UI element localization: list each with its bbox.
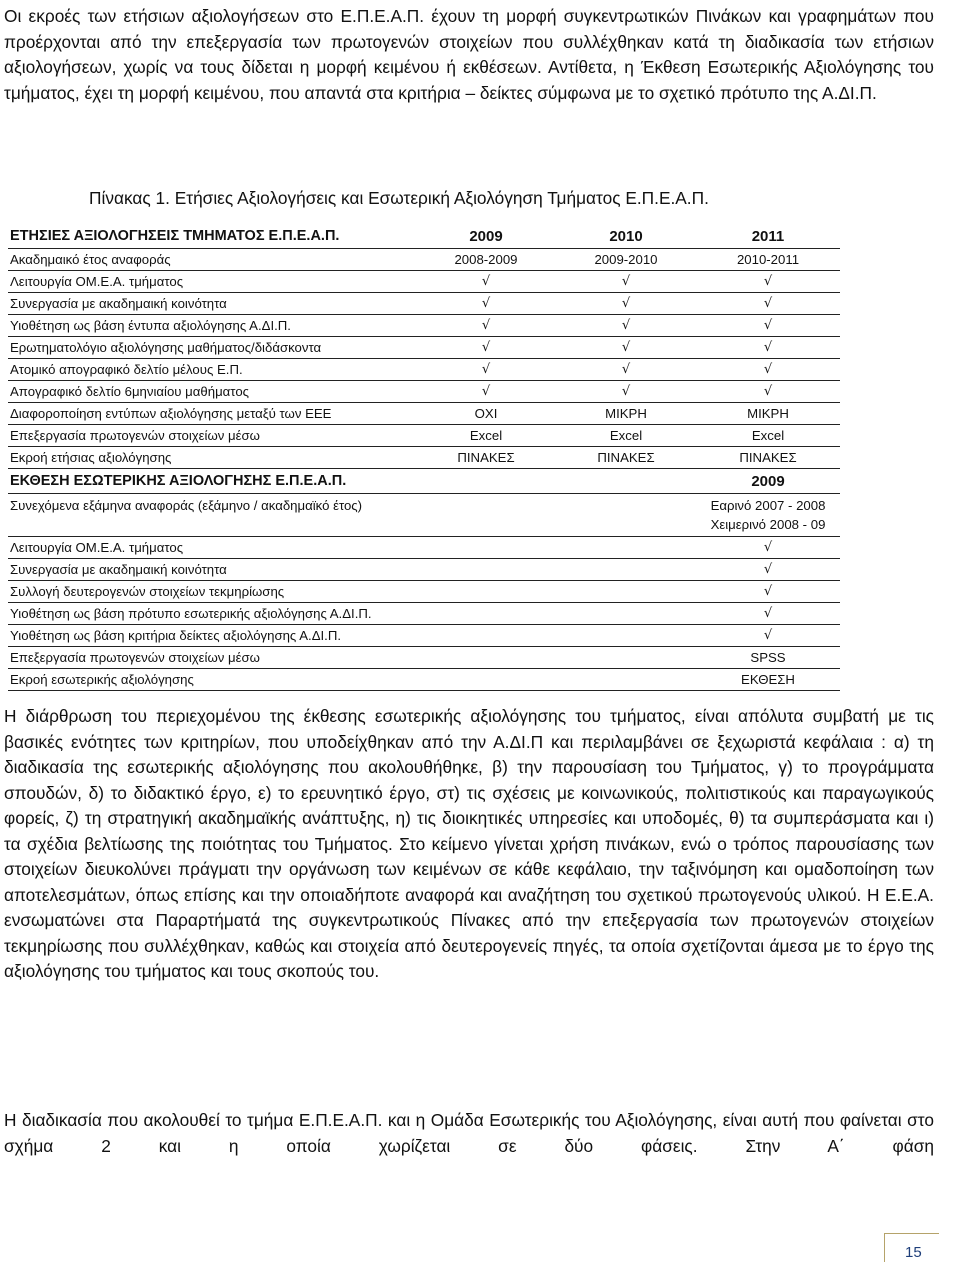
check-cell: √ <box>696 381 840 403</box>
row-label: Απογραφικό δελτίο 6μηνιαίου μαθήματος <box>8 381 416 403</box>
check-cell: √ <box>416 315 556 337</box>
row-label: Λειτουργία ΟΜ.Ε.Α. τμήματος <box>8 537 696 559</box>
year-2011: 2011 <box>696 224 840 249</box>
check-cell: √ <box>556 359 696 381</box>
row-label: Συνεχόμενα εξάμηνα αναφοράς (εξάμηνο / ακαδημαϊκό έτος) <box>8 494 696 537</box>
check-cell: √ <box>416 381 556 403</box>
table-row <box>8 537 840 559</box>
cell: ΜΙΚΡΗ <box>556 403 696 425</box>
cell: ΕΚΘΕΣΗ <box>696 669 840 691</box>
check-cell: √ <box>556 315 696 337</box>
check-cell: √ <box>696 603 840 625</box>
row-label: Υιοθέτηση ως βάση κριτήρια δείκτες αξιολόγησης Α.ΔΙ.Π. <box>8 625 696 647</box>
table-row <box>8 581 840 603</box>
table-row <box>8 249 840 271</box>
cell: ΠΙΝΑΚΕΣ <box>416 447 556 469</box>
row-label: Εκροή ετήσιας αξιολόγησης <box>8 447 416 469</box>
year-2009: 2009 <box>416 224 556 249</box>
check-cell: √ <box>416 359 556 381</box>
internal-header-row <box>8 469 840 494</box>
row-label: Διαφοροποίηση εντύπων αξιολόγησης μεταξύ των ΕΕΕ <box>8 403 416 425</box>
check-cell: √ <box>416 293 556 315</box>
table-row <box>8 425 840 447</box>
period-line-1: Εαρινό 2007 - 2008 <box>710 498 826 513</box>
cell: ΠΙΝΑΚΕΣ <box>696 447 840 469</box>
row-label: Υιοθέτηση ως βάση πρότυπο εσωτερικής αξιολόγησης Α.ΔΙ.Π. <box>8 603 696 625</box>
cell: ΜΙΚΡΗ <box>696 403 840 425</box>
table-caption: Πίνακας 1. Ετήσιες Αξιολογήσεις και Εσωτερική Αξιολόγηση Τμήματος Ε.Π.Ε.Α.Π. <box>89 188 709 208</box>
row-label: Ακαδημαικό έτος αναφοράς <box>8 249 416 271</box>
check-cell: √ <box>696 581 840 603</box>
period-line-2: Χειμερινό 2008 - 09 <box>710 517 826 532</box>
check-cell: √ <box>696 559 840 581</box>
table-row <box>8 559 840 581</box>
row-label: Επεξεργασία πρωτογενών στοιχείων μέσω <box>8 647 696 669</box>
check-cell: √ <box>556 293 696 315</box>
table-row <box>8 315 840 337</box>
table-row <box>8 359 840 381</box>
cell: 2010-2011 <box>696 249 840 271</box>
table-row <box>8 625 840 647</box>
table-row <box>8 381 840 403</box>
table-row <box>8 447 840 469</box>
check-cell: √ <box>696 337 840 359</box>
table-row <box>8 337 840 359</box>
row-label: Επεξεργασία πρωτογενών στοιχείων μέσω <box>8 425 416 447</box>
check-cell: √ <box>696 359 840 381</box>
year-2010: 2010 <box>556 224 696 249</box>
table-row <box>8 271 840 293</box>
evaluation-table <box>8 224 840 691</box>
cell: ΠΙΝΑΚΕΣ <box>556 447 696 469</box>
check-cell: √ <box>696 537 840 559</box>
cell: SPSS <box>696 647 840 669</box>
cell: Excel <box>696 425 840 447</box>
check-cell: √ <box>556 337 696 359</box>
body-paragraph-2: Η διάρθρωση του περιεχομένου της έκθεσης εσωτερικής αξιολόγησης του τμήματος, είναι απόλυτα συμβατή με τις βασικές ενότητες των κριτηρίων, που υποδείχθηκαν από την Α.ΔΙ.Π και περιλαμβάνει σε ξεχωριστά κεφάλαια : α) τη διαδικασία της εσωτερικής αξιολόγησης που ακολουθήθηκε, β) την παρουσίαση του Τμήματος, γ) το προγράμματα σπουδών, δ) το διδακτικό έργο, ε) το ερευνητικό έργο, στ) τις σχέσεις με κοινωνικούς, πολιτιστικούς και παραγωγικούς φορείς, ζ) τη στρατηγική ακαδημαϊκής ανάπτυξης, η) τις διοικητικές υπηρεσίες και υποδομές, θ) τα συμπεράσματα και ι) τα σχέδια βελτίωσης της ποιότητας του Τμήματος. Στο κείμενο γίνεται χρήση πινάκων, ενώ ο τρόπος παρουσίασης των στοιχείων διευκολύνει πράγματι την οργάνωση των κειμένων σε κάθε κεφάλαιο, την ταξινόμηση και ομαδοποίηση των αποτελεσμάτων, όπως επίσης και την οποιαδήποτε αναφορά και αναζήτηση του σχετικού πρωτογενούς υλικού. Η Ε.Ε.Α. ενσωματώνει στα Παραρτήματά της συγκεντρωτικούς Πίνακες από την επεξεργασία των πρωτογενών στοιχείων τεκμηρίωσης που συλλέχθηκαν, καθώς και στοιχεία από δευτερογενείς πηγές, τα οποία σχετίζονται άμεσα με το έργο της αξιολόγησης του τμήματος και τους σκοπούς του. <box>4 706 934 981</box>
row-label: Συνεργασία με ακαδημαική κοινότητα <box>8 293 416 315</box>
table-row <box>8 403 840 425</box>
table-row <box>8 669 840 691</box>
row-label: Υιοθέτηση ως βάση έντυπα αξιολόγησης Α.ΔΙ.Π. <box>8 315 416 337</box>
intro-paragraph: Οι εκροές των ετήσιων αξιολογήσεων στο Ε.Π.Ε.Α.Π. έχουν τη μορφή συγκεντρωτικών Πινάκων και γραφημάτων που προέρχονται από την επεξεργασία των πρωτογενών στοιχείων που συλλέχθηκαν κατά τη διαδικασία των ετήσιων αξιολογήσεων, χωρίς να τους δίδεται η μορφή κειμένου ή εκθέσεων. Αντίθετα, η Έκθεση Εσωτερικής Αξιολόγησης του τμήματος, έχει τη μορφή κειμένου, που απαντά στα κριτήρια – δείκτες σύμφωνα με το σχετικό πρότυπο της Α.ΔΙ.Π. <box>4 6 934 103</box>
cell: 2009-2010 <box>556 249 696 271</box>
cell: 2008-2009 <box>416 249 556 271</box>
table-row <box>8 293 840 315</box>
table-row <box>8 647 840 669</box>
check-cell: √ <box>696 293 840 315</box>
cell: ΟΧΙ <box>416 403 556 425</box>
period-cell <box>696 494 840 537</box>
check-cell: √ <box>696 625 840 647</box>
row-label: Συνεργασία με ακαδημαική κοινότητα <box>8 559 696 581</box>
annual-header-row <box>8 224 840 249</box>
table-row <box>8 603 840 625</box>
cell: Excel <box>556 425 696 447</box>
check-cell: √ <box>556 271 696 293</box>
check-cell: √ <box>696 271 840 293</box>
body-paragraph-3: Η διαδικασία που ακολουθεί το τμήμα Ε.Π.Ε.Α.Π. και η Ομάδα Εσωτερικής του Αξιολόγησης, είναι αυτή που φαίνεται στο σχήμα 2 και η οποία χωρίζεται σε δύο φάσεις. Στην Α΄ φάση <box>4 1110 934 1156</box>
check-cell: √ <box>696 315 840 337</box>
check-cell: √ <box>416 271 556 293</box>
table-row <box>8 494 840 537</box>
row-label: Λειτουργία ΟΜ.Ε.Α. τμήματος <box>8 271 416 293</box>
page-number: 15 <box>905 1244 922 1261</box>
cell: Excel <box>416 425 556 447</box>
internal-header-year: 2009 <box>696 469 840 494</box>
row-label: Ερωτηματολόγιο αξιολόγησης μαθήματος/διδάσκοντα <box>8 337 416 359</box>
annual-header-label: ΕΤΗΣΙΕΣ ΑΞΙΟΛΟΓΗΣΕΙΣ ΤΜΗΜΑΤΟΣ Ε.Π.Ε.Α.Π. <box>8 224 416 249</box>
check-cell: √ <box>416 337 556 359</box>
row-label: Συλλογή δευτερογενών στοιχείων τεκμηρίωσης <box>8 581 696 603</box>
internal-header-label: ΕΚΘΕΣΗ ΕΣΩΤΕΡΙΚΗΣ ΑΞΙΟΛΟΓΗΣΗΣ Ε.Π.Ε.Α.Π. <box>8 469 696 494</box>
row-label: Ατομικό απογραφικό δελτίο μέλους Ε.Π. <box>8 359 416 381</box>
row-label: Εκροή εσωτερικής αξιολόγησης <box>8 669 696 691</box>
check-cell: √ <box>556 381 696 403</box>
